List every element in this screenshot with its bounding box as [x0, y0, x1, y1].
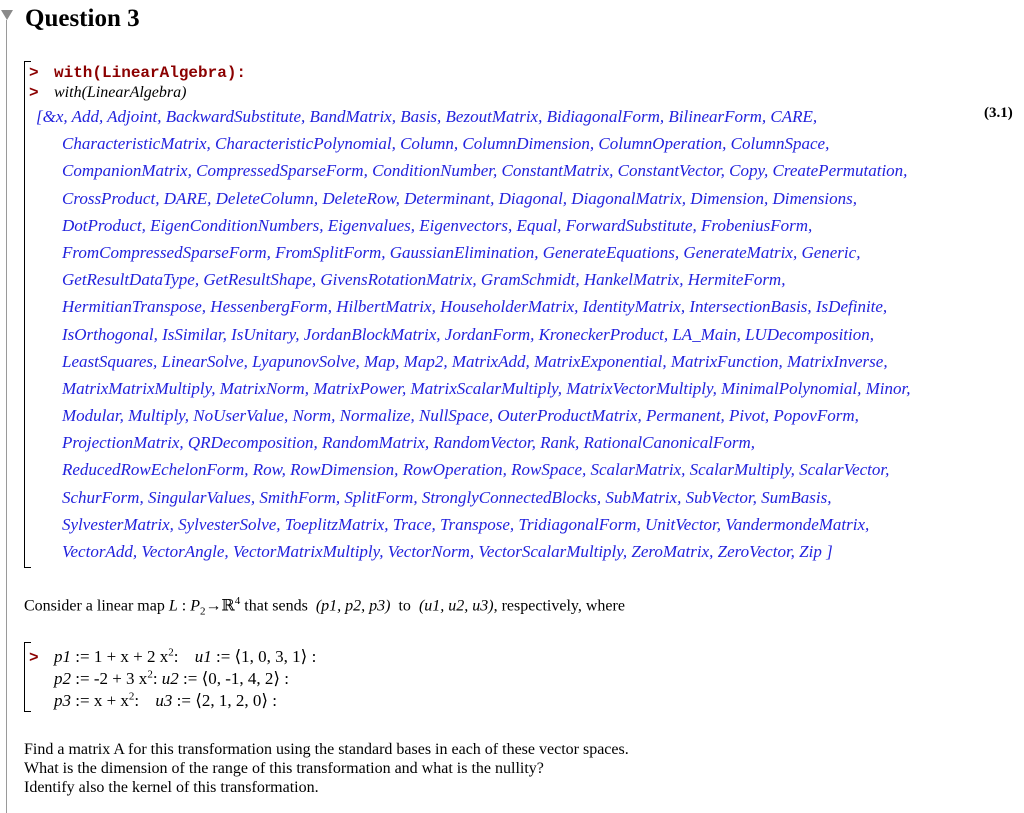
- output-line: DotProduct, EigenConditionNumbers, Eigenvalues, Eigenvectors, Equal, ForwardSubstitute, FrobeniusForm,: [62, 215, 813, 235]
- collapse-triangle-icon[interactable]: [1, 10, 13, 20]
- poly-name: p2: [54, 669, 71, 688]
- vector-value: ⟨0, -1, 4, 2⟩: [201, 669, 281, 688]
- intro-text: to: [398, 597, 411, 615]
- output-line: CharacteristicMatrix, CharacteristicPolynomial, Column, ColumnDimension, ColumnOperation, ColumnSpace,: [62, 134, 830, 154]
- output-line: CompanionMatrix, CompressedSparseForm, ConditionNumber, ConstantMatrix, ConstantVector, Copy, CreatePermutation,: [62, 161, 908, 181]
- execution-group-bracket[interactable]: [24, 61, 31, 568]
- section-rule: [6, 20, 7, 813]
- output-line: CrossProduct, DARE, DeleteColumn, DeleteRow, Determinant, Diagonal, DiagonalMatrix, Dimension, Dimensions,: [62, 188, 857, 208]
- equation-label: (3.1): [984, 105, 1013, 121]
- section-title: Question 3: [25, 5, 140, 32]
- definition-line[interactable]: [54, 668, 289, 690]
- output-line: ProjectionMatrix, QRDecomposition, RandomMatrix, RandomVector, Rank, RationalCanonicalForm,: [62, 433, 755, 453]
- codomain-symbol: ℝ: [221, 597, 235, 615]
- output-line: [&x, Add, Adjoint, BackwardSubstitute, BandMatrix, Basis, BezoutMatrix, BidiagonalForm, BilinearForm, CARE,: [36, 107, 818, 126]
- output-line: MatrixMatrixMultiply, MatrixNorm, MatrixPower, MatrixScalarMultiply, MatrixVectorMultiply, MinimalPolynomial, Minor,: [62, 378, 911, 398]
- assign-op: :=: [215, 647, 231, 666]
- assign-op: :=: [75, 669, 90, 688]
- intro-paragraph: Consider a linear map L : $P_2\to ℝ^4$ that sends (p1, p2, p3) to (u1, u2, u3), respectively, where: [24, 595, 625, 618]
- poly-expr: 1 + x + 2 x: [93, 647, 169, 666]
- question-text: Identify also the kernel of this transformation.: [24, 779, 319, 796]
- output-line: SchurForm, SingularValues, SmithForm, SplitForm, StronglyConnectedBlocks, SubMatrix, SubVector, SumBasis,: [62, 487, 832, 507]
- separator: :: [272, 691, 277, 710]
- output-line: Modular, Multiply, NoUserValue, Norm, Normalize, NullSpace, OuterProductMatrix, Permanent, Pivot, PopovForm,: [62, 406, 859, 426]
- assign-op: :=: [75, 647, 90, 666]
- command-input[interactable]: with(LinearAlgebra):: [54, 64, 247, 82]
- codomain-exponent: 4: [234, 595, 241, 607]
- output-line: SylvesterMatrix, SylvesterSolve, ToeplitzMatrix, Trace, Transpose, TridiagonalForm, UnitVector, VandermondeMatrix,: [62, 514, 870, 534]
- poly-expr: x + x: [93, 691, 129, 710]
- map-name: L: [168, 597, 178, 615]
- intro-text: Consider a linear map: [24, 597, 165, 615]
- intro-text: , respectively, where: [493, 597, 625, 615]
- output-line: GetResultDataType, GetResultShape, GivensRotationMatrix, GramSchmidt, HankelMatrix, HermiteForm,: [62, 270, 786, 290]
- vector-name: u3: [155, 691, 173, 710]
- output-line: FromCompressedSparseForm, FromSplitForm, GaussianElimination, GenerateEquations, GenerateMatrix, Generic,: [62, 242, 861, 262]
- poly-expr: -2 + 3 x: [93, 669, 148, 688]
- poly-name: p1: [54, 647, 71, 666]
- target-tuple: (u1, u2, u3): [418, 597, 494, 615]
- question-text: What is the dimension of the range of this transformation and what is the nullity?: [24, 760, 544, 777]
- poly-exponent: 2: [168, 646, 174, 659]
- vector-name: u1: [194, 647, 212, 666]
- package-output: [36, 103, 981, 565]
- assign-op: :=: [176, 691, 191, 710]
- separator: :: [152, 669, 158, 688]
- output-line: VectorAdd, VectorAngle, VectorMatrixMultiply, VectorNorm, VectorScalarMultiply, ZeroMatrix, ZeroVector, Zip ]: [62, 542, 833, 561]
- output-line: HermitianTranspose, HessenbergForm, HilbertMatrix, HouseholderMatrix, IdentityMatrix, IntersectionBasis, IsDefinite,: [62, 297, 888, 317]
- vector-value: ⟨2, 1, 2, 0⟩: [195, 691, 268, 710]
- assign-op: :=: [183, 669, 198, 688]
- intro-text: that sends: [244, 597, 308, 615]
- vector-value: ⟨1, 0, 3, 1⟩: [234, 647, 308, 666]
- poly-exponent: 2: [128, 690, 135, 703]
- separator: :: [284, 669, 290, 688]
- input-prompt: >: [29, 64, 39, 82]
- vector-name: u2: [161, 669, 179, 688]
- separator: :: [134, 691, 140, 710]
- definition-line[interactable]: [54, 646, 316, 668]
- source-tuple: (p1, p2, p3): [315, 597, 391, 615]
- assign-op: :=: [75, 691, 90, 710]
- separator: :: [311, 647, 317, 666]
- output-line: IsOrthogonal, IsSimilar, IsUnitary, JordanBlockMatrix, JordanForm, KroneckerProduct, LA_Main, LUDecomposition,: [62, 324, 874, 344]
- output-line: LeastSquares, LinearSolve, LyapunovSolve, Map, Map2, MatrixAdd, MatrixExponential, MatrixFunction, MatrixInverse,: [62, 351, 888, 371]
- input-prompt: >: [29, 649, 39, 667]
- arrow-symbol: →: [205, 597, 222, 615]
- poly-name: p3: [54, 691, 71, 710]
- poly-exponent: 2: [147, 668, 153, 681]
- domain-letter: P: [190, 597, 200, 615]
- output-line: ReducedRowEchelonForm, Row, RowDimension, RowOperation, RowSpace, ScalarMatrix, ScalarMultiply, ScalarVector,: [62, 460, 890, 480]
- definition-line[interactable]: [54, 690, 277, 712]
- command-echo: with(LinearAlgebra): [54, 84, 187, 101]
- question-text: Find a matrix A for this transformation using the standard bases in each of these vector spaces.: [24, 741, 629, 758]
- separator: :: [173, 647, 179, 666]
- domain-subscript: 2: [199, 605, 206, 618]
- echo-prompt: >: [29, 84, 39, 102]
